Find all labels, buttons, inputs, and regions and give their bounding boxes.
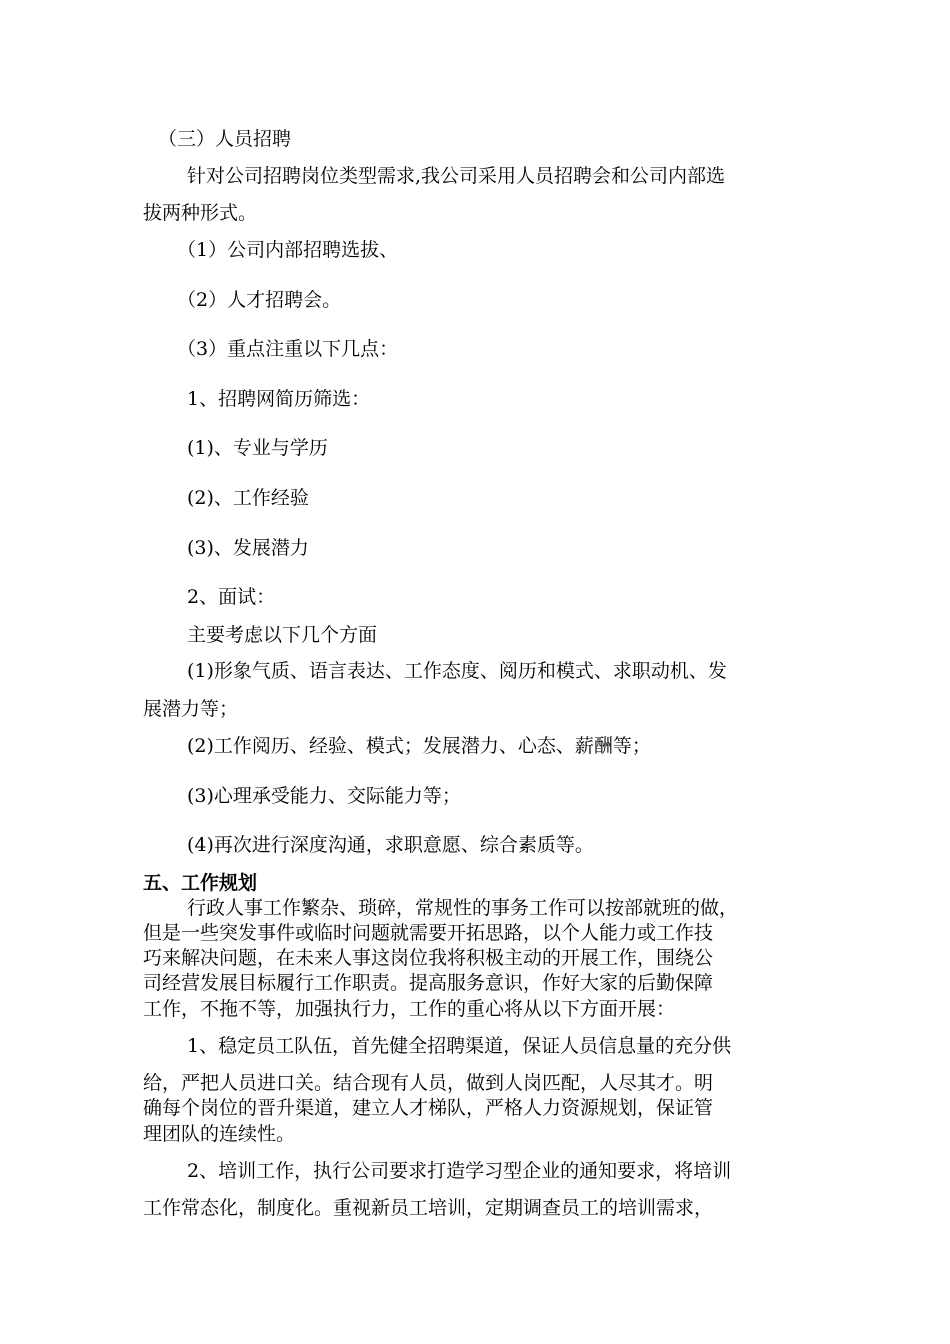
section-three-title: （三）人员招聘: [158, 128, 292, 150]
point-2-sub-2: (2)工作阅历、经验、模式；发展潜力、心态、薪酬等；: [187, 735, 651, 757]
section-three-intro-line-1: 针对公司招聘岗位类型需求,我公司采用人员招聘会和公司内部选: [187, 165, 726, 187]
section-five-para-2-line-2: 给，严把人员进口关。结合现有人员，做到人岗匹配，人尽其才。明: [143, 1072, 714, 1094]
point-2-sub-3: (3)心理承受能力、交际能力等；: [187, 785, 461, 807]
point-2-intro: 主要考虑以下几个方面: [187, 624, 378, 646]
point-1-sub-3: (3)、发展潜力: [187, 537, 309, 559]
section-five-para-1-line-5: 工作，不拖不等，加强执行力，工作的重心将从以下方面开展：: [143, 998, 676, 1020]
section-five-para-2-line-3: 确每个岗位的晋升渠道，建立人才梯队，严格人力资源规划，保证管: [143, 1097, 714, 1119]
section-five-para-3-line-1: 2、培训工作，执行公司要求打造学习型企业的通知要求，将培训: [187, 1160, 732, 1182]
section-five-para-3-line-2: 工作常态化，制度化。重视新员工培训，定期调查员工的培训需求，: [143, 1197, 714, 1219]
point-2: 2、面试：: [187, 586, 276, 608]
section-five-para-1-line-3: 巧来解决问题，在未来人事这岗位我将积极主动的开展工作，围绕公: [143, 947, 714, 969]
point-2-sub-1-line-1: (1)形象气质、语言表达、工作态度、阅历和模式、求职动机、发: [187, 660, 727, 682]
point-2-sub-1-line-2: 展潜力等；: [143, 698, 239, 720]
point-2-sub-4: (4)再次进行深度沟通，求职意愿、综合素质等。: [187, 834, 594, 856]
point-1: 1、招聘网简历筛选：: [187, 388, 371, 410]
section-five-para-2-line-1: 1、稳定员工队伍，首先健全招聘渠道，保证人员信息量的充分供: [187, 1035, 732, 1057]
section-five-para-1-line-1: 行政人事工作繁杂、琐碎，常规性的事务工作可以按部就班的做，: [187, 897, 739, 919]
point-1-sub-1: (1)、专业与学历: [187, 437, 328, 459]
section-five-title: 五、工作规划: [143, 872, 258, 894]
section-five-para-1-line-2: 但是一些突发事件或临时问题就需要开拓思路，以个人能力或工作技: [143, 922, 714, 944]
section-three-intro-line-2: 拔两种形式。: [143, 202, 258, 224]
section-five-para-1-line-4: 司经营发展目标履行工作职责。提高服务意识，作好大家的后勤保障: [143, 972, 714, 994]
list-item-1: （1）公司内部招聘选拔、: [177, 239, 399, 261]
list-item-2: （2）人才招聘会。: [177, 289, 342, 311]
list-item-3: （3）重点注重以下几点：: [177, 338, 399, 360]
section-five-para-2-line-4: 理团队的连续性。: [143, 1123, 296, 1145]
point-1-sub-2: (2)、工作经验: [187, 487, 309, 509]
